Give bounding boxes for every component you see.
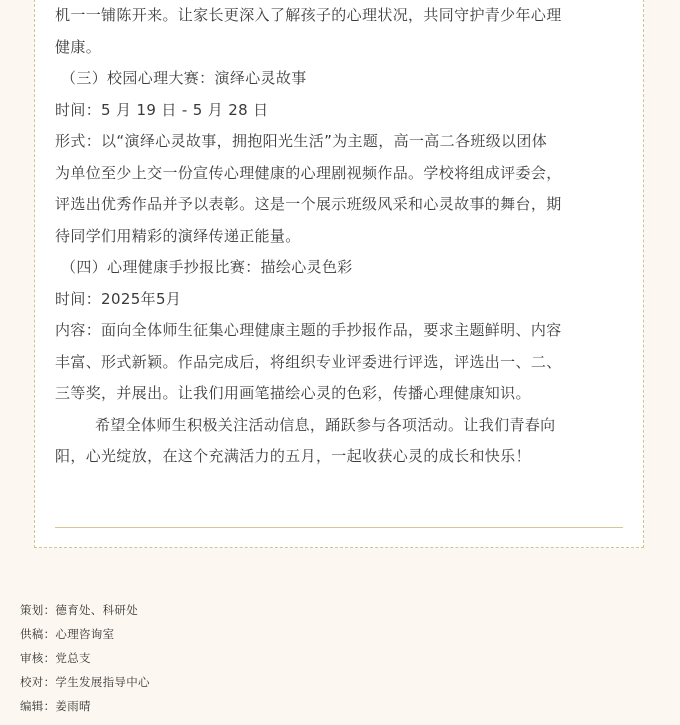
credit-editor: 编辑：姜雨晴 bbox=[20, 699, 91, 713]
closing-paragraph-line: 希望全体师生积极关注活动信息，踊跃参与各项活动。让我们青春向 bbox=[95, 415, 556, 434]
section-heading-contest: （三）校园心理大赛：演绎心灵故事 bbox=[61, 69, 307, 87]
paragraph-line: 为单位至少上交一份宣传心理健康的心理剧视频作品。学校将组成评委会， bbox=[55, 163, 562, 182]
credit-contributor: 供稿：心理咨询室 bbox=[20, 627, 115, 641]
credit-proofreader: 校对：学生发展指导中心 bbox=[20, 675, 150, 689]
paragraph-line: 形式：以“演绎心灵故事，拥抱阳光生活”为主题，高一高二各班级以团体 bbox=[55, 132, 548, 150]
paragraph-line: 机一一铺陈开来。让家长更深入了解孩子的心理状况，共同守护青少年心理 bbox=[55, 6, 562, 24]
paragraph-line: 三等奖，并展出。让我们用画笔描绘心灵的色彩，传播心理健康知识。 bbox=[55, 384, 531, 402]
contest-time: 时间：5 月 19 日 - 5 月 28 日 bbox=[55, 100, 269, 119]
paragraph-line: 待同学们用精彩的演绎传递正能量。 bbox=[55, 226, 301, 245]
credits bbox=[20, 598, 150, 718]
credit-reviewer: 审核：党总支 bbox=[20, 651, 91, 665]
handcopy-time: 时间：2025年5月 bbox=[55, 289, 182, 308]
credit-planner: 策划：德育处、科研处 bbox=[20, 603, 138, 617]
article-card bbox=[34, 0, 644, 548]
divider bbox=[55, 527, 623, 528]
paragraph-line: 内容：面向全体师生征集心理健康主题的手抄报作品，要求主题鲜明、内容 bbox=[55, 321, 562, 339]
paragraph-line: 丰富、形式新颖。作品完成后，将组织专业评委进行评选，评选出一、二、 bbox=[55, 352, 562, 371]
closing-paragraph-line: 阳，心光绽放，在这个充满活力的五月，一起收获心灵的成长和快乐！ bbox=[55, 447, 531, 465]
article-body bbox=[55, 0, 625, 473]
section-heading-handcopy: （四）心理健康手抄报比赛：描绘心灵色彩 bbox=[61, 258, 353, 276]
paragraph-line: 评选出优秀作品并予以表彰。这是一个展示班级风采和心灵故事的舞台，期 bbox=[55, 195, 562, 213]
paragraph-line: 健康。 bbox=[55, 37, 102, 56]
